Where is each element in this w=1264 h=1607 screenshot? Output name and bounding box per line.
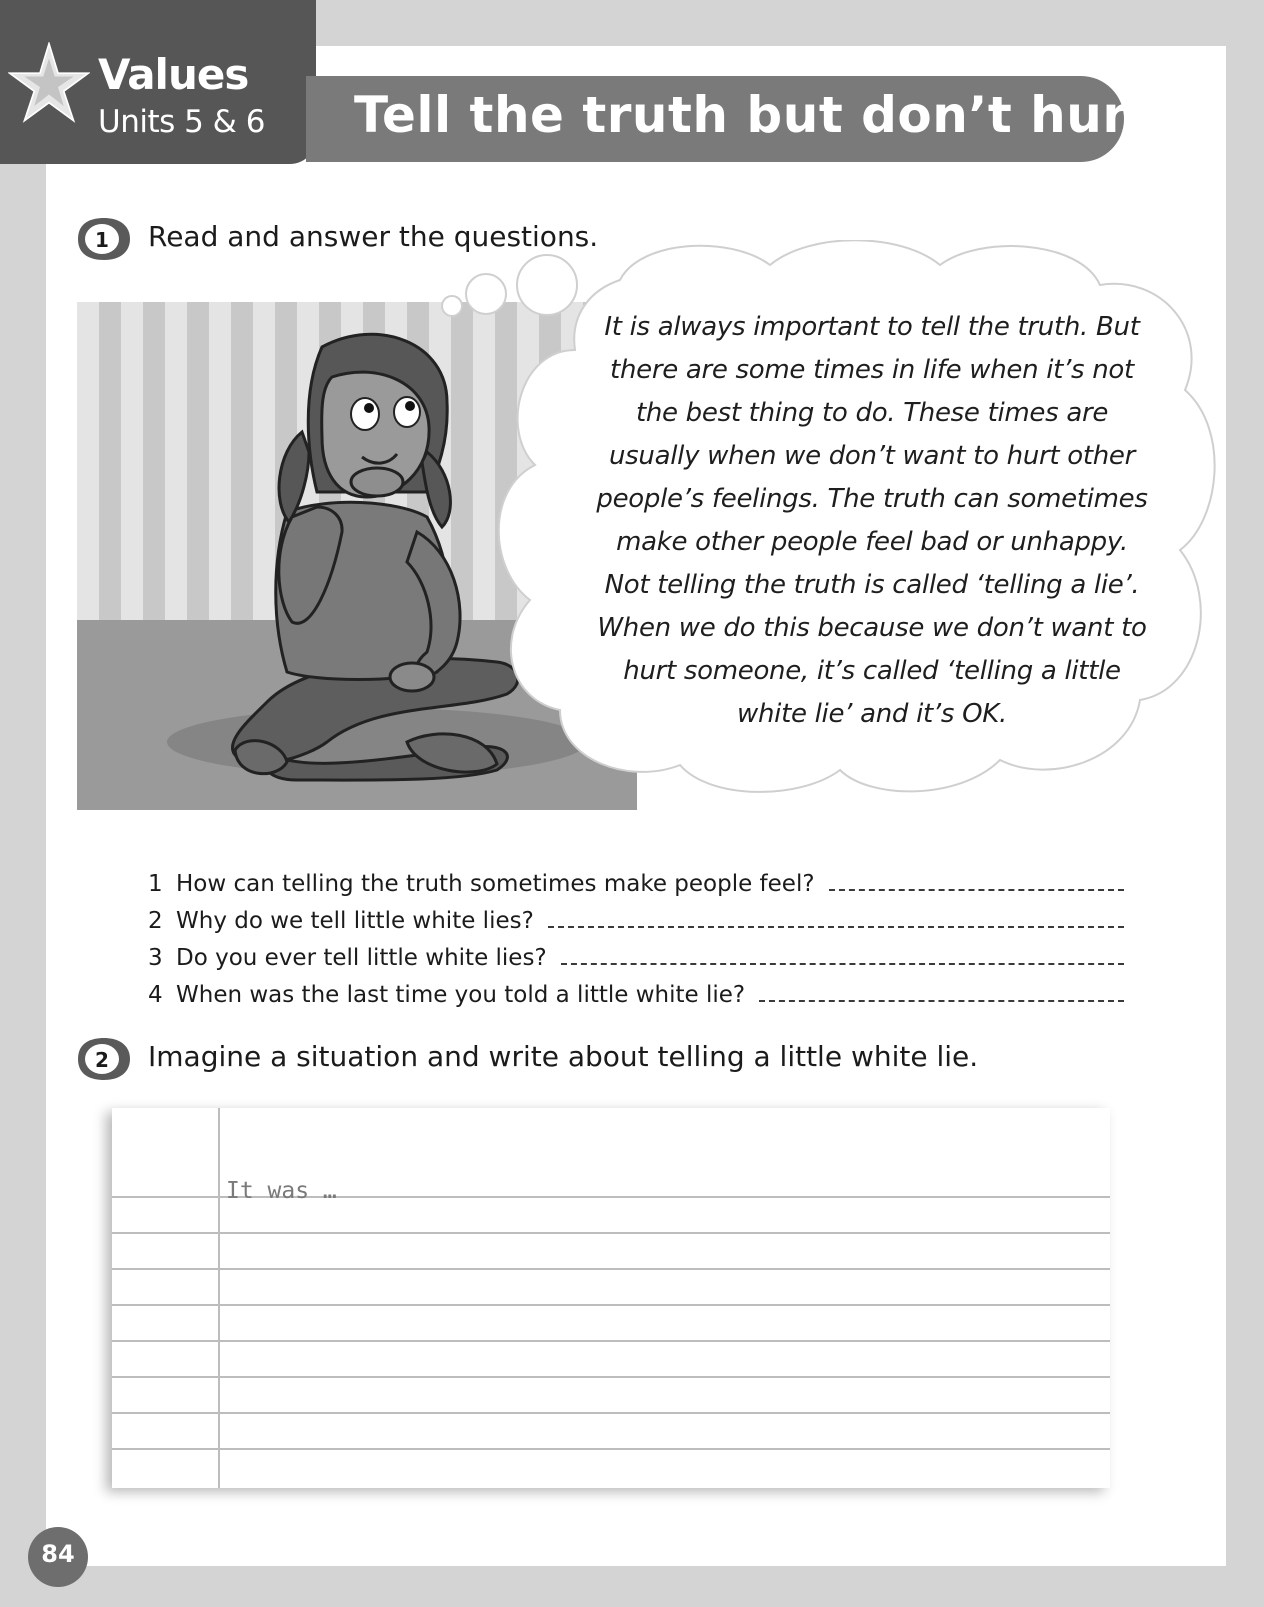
ruled-line <box>112 1232 1110 1234</box>
margin-line <box>218 1108 220 1488</box>
question-number: 1 <box>148 871 163 897</box>
ruled-line <box>112 1304 1110 1306</box>
ruled-line <box>112 1268 1110 1270</box>
page-number: 84 <box>41 1540 75 1568</box>
writing-area[interactable] <box>112 1108 1110 1488</box>
exercise-1-instruction: Read and answer the questions. <box>148 220 599 253</box>
answer-line[interactable] <box>759 1000 1124 1002</box>
question-text: Do you ever tell little white lies? <box>176 945 547 971</box>
exercise-2-instruction: Imagine a situation and write about telling a little white lie. <box>148 1040 979 1073</box>
exercise-1-number: 1 <box>95 228 109 252</box>
ruled-line <box>112 1448 1110 1450</box>
thought-text: It is always important to tell the truth. But there are some times in life when it’s not the best thing to do. These times are usually when we don’t want to hurt other people’s feelings. The truth can sometimes make other people feel bad or unhappy. Not telling the truth is called ‘telling a lie’. When we do this because we don’t want to hurt someone, it’s called ‘telling a little white lie’ and it’s OK. <box>596 312 1148 729</box>
question-list <box>148 860 1124 1008</box>
answer-line[interactable] <box>561 963 1124 965</box>
star-icon <box>8 42 90 124</box>
question-item <box>148 897 1124 934</box>
ruled-line <box>112 1412 1110 1414</box>
question-number: 4 <box>148 982 163 1008</box>
question-text: When was the last time you told a little white lie? <box>176 982 746 1008</box>
question-number: 2 <box>148 908 163 934</box>
exercise-2-badge <box>74 1036 132 1082</box>
ruled-line <box>112 1376 1110 1378</box>
answer-line[interactable] <box>829 889 1124 891</box>
answer-line[interactable] <box>548 926 1124 928</box>
question-number: 3 <box>148 945 163 971</box>
section-label: Values <box>98 50 249 99</box>
page-title: Tell the truth but don’t hurt <box>354 86 1152 144</box>
units-label: Units 5 & 6 <box>98 104 265 140</box>
exercise-1-badge <box>74 216 132 262</box>
exercise-2-number: 2 <box>95 1048 109 1072</box>
question-item <box>148 971 1124 1008</box>
question-item <box>148 934 1124 971</box>
question-item <box>148 860 1124 897</box>
ruled-line <box>112 1340 1110 1342</box>
question-text: How can telling the truth sometimes make people feel? <box>176 871 815 897</box>
question-text: Why do we tell little white lies? <box>176 908 534 934</box>
starter-text: It was … <box>226 1178 337 1204</box>
